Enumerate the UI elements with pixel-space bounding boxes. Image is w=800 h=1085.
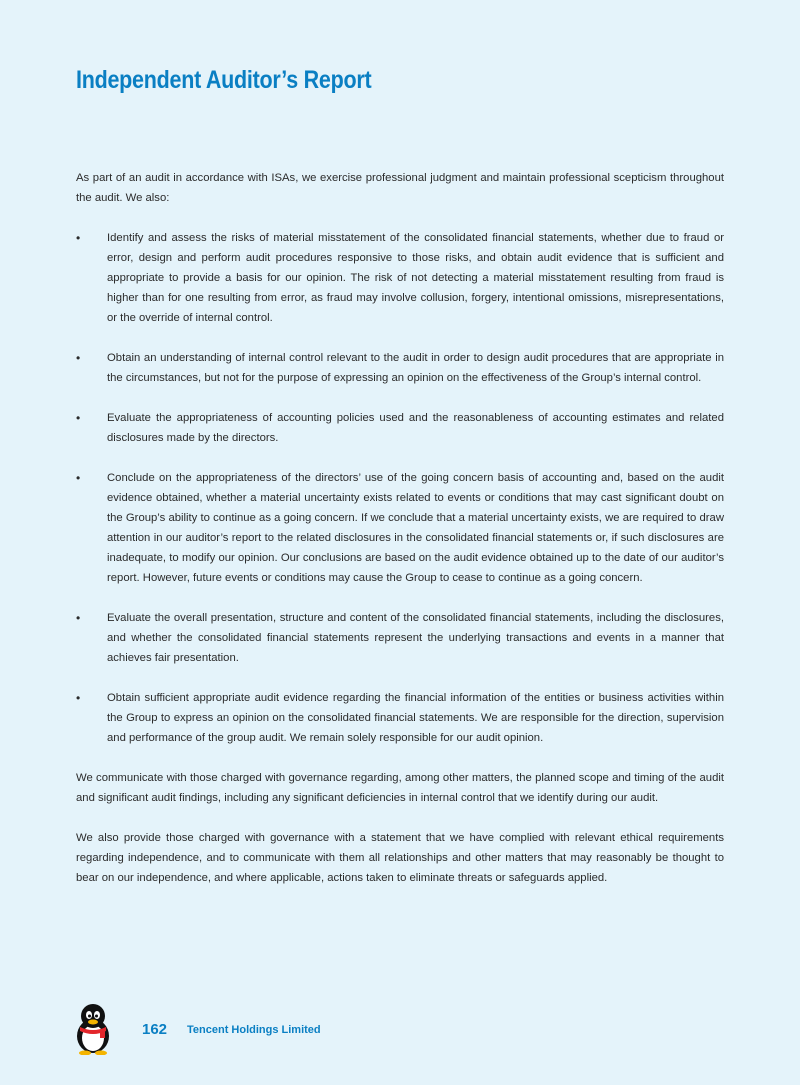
list-item-text: Obtain sufficient appropriate audit evidence regarding the financial information of the entities or business activities within the Group to express an opinion on the consolidated financial statements. We are responsible for the direction, supervision and performance of the group audit. We remain solely responsible for our audit opinion. [107,692,724,744]
bullet-marker: • [76,411,81,425]
independence-paragraph: We also provide those charged with governance with a statement that we have complied with relevant ethical requirements regarding independence, and to communicate with them all relationships and other matters that may reasonably be thought to bear on our independence, and where applicable, actions taken to eliminate threats or safeguards applied. [76,832,724,884]
list-item [76,348,724,388]
list-item-text: Evaluate the appropriateness of accounting policies used and the reasonableness of accounting estimates and related disclosures made by the directors. [107,412,724,444]
list-item-text: Identify and assess the risks of material misstatement of the consolidated financial statements, whether due to fraud or error, design and perform audit procedures responsive to those risks, and obtain audit evidence that is sufficient and appropriate to provide a basis for our opinion. The risk of not detecting a material misstatement resulting from fraud is higher than for one resulting from error, as fraud may involve collusion, forgery, intentional omissions, misrepresentations, or the override of internal control. [107,232,724,324]
list-item [76,228,724,328]
page-footer [72,1003,472,1063]
governance-paragraph: We communicate with those charged with governance regarding, among other matters, the planned scope and timing of the audit and significant audit findings, including any significant deficiencies in internal control that we identify during our audit. [76,772,724,804]
list-item-text: Conclude on the appropriateness of the directors’ use of the going concern basis of accounting and, based on the audit evidence obtained, whether a material uncertainty exists related to events or conditions that may cast significant doubt on the Group’s ability to continue as a going concern. If we conclude that a material uncertainty exists, we are required to draw attention in our auditor’s report to the related disclosures in the consolidated financial statements or, if such disclosures are inadequate, to modify our opinion. Our conclusions are based on the audit evidence obtained up to the date of our auditor’s report. However, future events or conditions may cause the Group to cease to continue as a going concern. [107,472,724,584]
report-body [76,168,724,908]
bullet-marker: • [76,611,81,625]
penguin-icon [72,1003,114,1055]
list-item [76,468,724,588]
procedure-list [76,228,724,748]
bullet-marker: • [76,471,81,485]
list-item-text: Obtain an understanding of internal control relevant to the audit in order to design audit procedures that are appropriate in the circumstances, but not for the purpose of expressing an opinion on the effectiveness of the Group’s internal control. [107,352,724,384]
list-item [76,408,724,448]
bullet-marker: • [76,691,81,705]
company-name: Tencent Holdings Limited [187,1024,321,1036]
list-item [76,608,724,668]
intro-paragraph: As part of an audit in accordance with ISAs, we exercise professional judgment and maintain professional scepticism throughout the audit. We also: [76,172,724,204]
page-title: Independent Auditor’s Report [76,66,372,94]
list-item-text: Evaluate the overall presentation, structure and content of the consolidated financial statements, including the disclosures, and whether the consolidated financial statements represent the underlying transactions and events in a manner that achieves fair presentation. [107,612,724,664]
list-item [76,688,724,748]
page-number: 162 [142,1021,168,1038]
bullet-marker: • [76,231,81,245]
bullet-marker: • [76,351,81,365]
